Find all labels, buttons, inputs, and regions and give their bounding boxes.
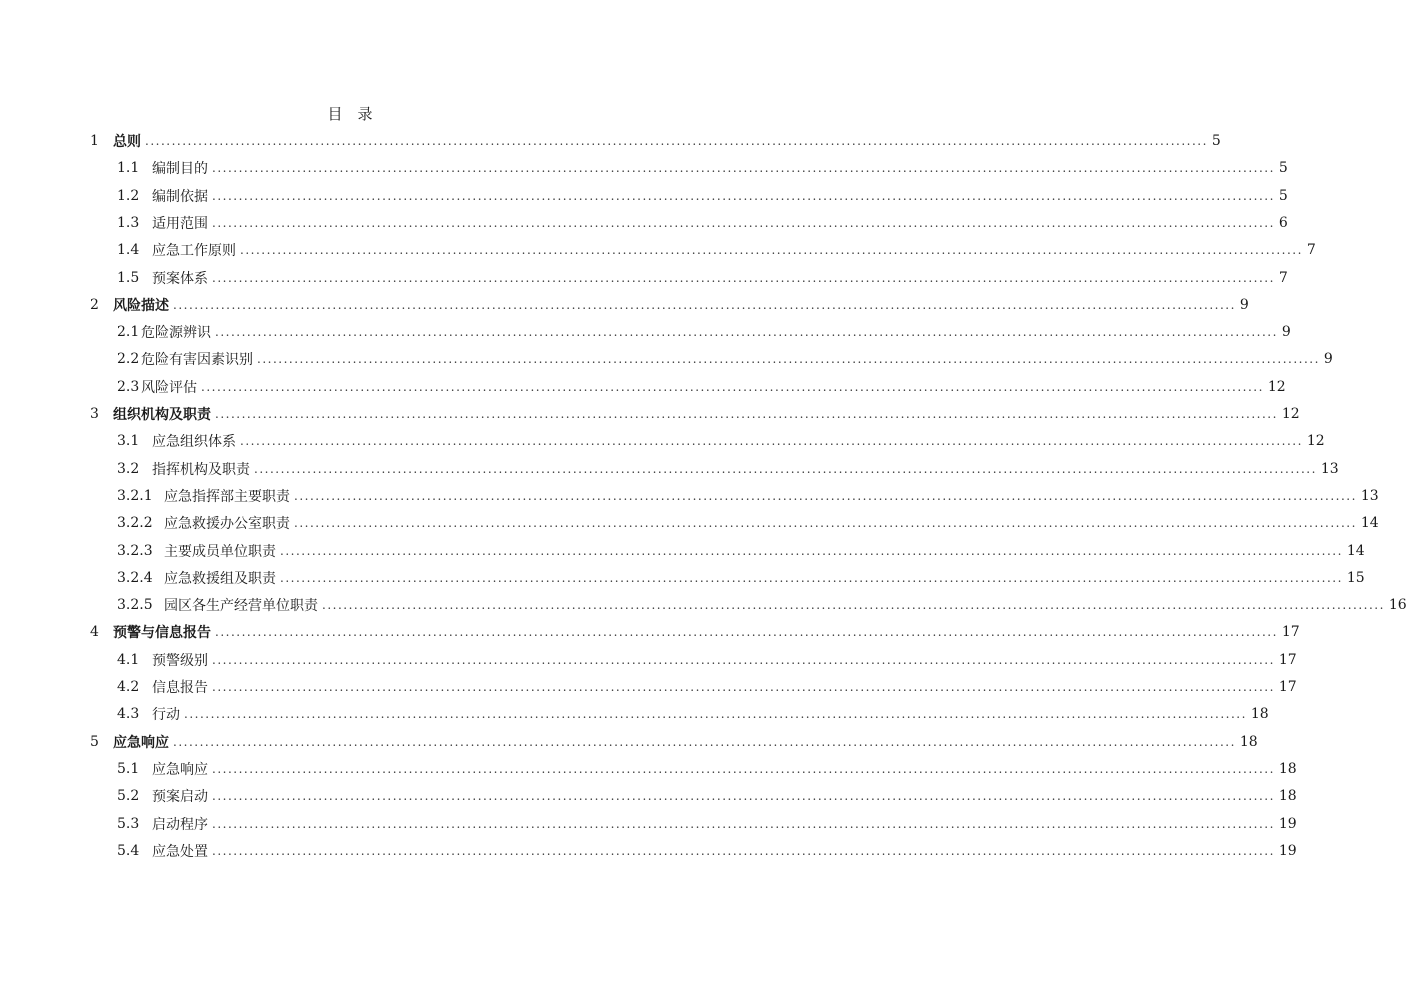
toc-entry-number: 5.4 [117, 842, 140, 859]
toc-dot-leader: ........................................................................................................................................................................................................ [257, 352, 1320, 367]
toc-entry[interactable] [0, 783, 1297, 809]
toc-entry-number: 3.2.4 [117, 569, 153, 586]
toc-entry-number: 4 [90, 624, 99, 641]
toc-entry-number: 5.2 [117, 788, 140, 805]
toc-entry-title: 信息报告 [152, 680, 208, 696]
toc-entry[interactable] [0, 701, 1269, 727]
toc-entry-title: 应急响应 [152, 761, 208, 778]
toc-entry-title: 应急救援办公室职责 [164, 516, 290, 533]
toc-entry-number: 2.1 [117, 324, 140, 341]
toc-dot-leader: ........................................................................................................................................................................................................ [212, 816, 1275, 831]
toc-dot-leader: ........................................................................................................................................................................................................ [280, 570, 1343, 585]
toc-dot-leader: ........................................................................................................................................................................................................ [294, 516, 1357, 531]
toc-entry[interactable] [0, 265, 1288, 291]
toc-entry[interactable] [0, 510, 1379, 536]
toc-dot-leader: ........................................................................................................................................................................................................ [212, 761, 1275, 776]
toc-entry-number: 1.4 [117, 242, 140, 259]
toc-entry-title: 编制依据 [152, 188, 208, 205]
toc-entry-title: 组织机构及职责 [113, 407, 211, 423]
toc-entry[interactable] [0, 346, 1333, 372]
toc-entry-page: 14 [1360, 515, 1379, 532]
toc-entry-number: 2 [90, 296, 99, 313]
toc-entry-page: 17 [1281, 624, 1300, 641]
toc-entry-page: 18 [1239, 733, 1258, 750]
toc-entry-title: 应急工作原则 [152, 243, 236, 260]
toc-entry[interactable] [0, 401, 1300, 427]
toc-entry-title: 应急指挥部主要职责 [164, 488, 290, 505]
toc-entry[interactable] [0, 838, 1297, 864]
toc-entry-page: 6 [1278, 214, 1288, 231]
toc-dot-leader: ........................................................................................................................................................................................................ [280, 543, 1343, 558]
toc-entry-page: 14 [1346, 542, 1365, 559]
toc-entry-title: 危险有害因素识别 [141, 352, 253, 369]
toc-entry-number: 1.5 [117, 269, 140, 286]
toc-entry-number: 3.2 [117, 460, 140, 477]
toc-entry[interactable] [0, 210, 1288, 236]
toc-entry-number: 3.1 [117, 433, 140, 450]
toc-entry[interactable] [0, 729, 1258, 755]
toc-dot-leader: ........................................................................................................................................................................................................ [173, 297, 1236, 312]
toc-entry-title: 应急救援组及职责 [164, 570, 276, 587]
toc-dot-leader: ........................................................................................................................................................................................................ [212, 161, 1275, 176]
toc-dot-leader: ........................................................................................................................................................................................................ [212, 215, 1275, 230]
toc-entry-page: 5 [1278, 187, 1288, 204]
toc-entry-page: 18 [1278, 788, 1297, 805]
toc-entry-title: 总则 [113, 134, 141, 150]
toc-entry-number: 3 [90, 406, 99, 422]
toc-entry-number: 4.1 [117, 651, 140, 668]
toc-entry[interactable] [0, 237, 1316, 263]
toc-entry-page: 12 [1306, 433, 1325, 450]
toc-dot-leader: ........................................................................................................................................................................................................ [322, 598, 1385, 613]
toc-entry-title: 危险源辨识 [141, 325, 211, 342]
toc-entry-page: 5 [1278, 160, 1288, 177]
toc-entry-number: 2.2 [117, 351, 140, 368]
toc-entry-page: 9 [1239, 296, 1249, 313]
toc-entry[interactable] [0, 647, 1297, 673]
toc-entry[interactable] [0, 483, 1379, 509]
toc-entry-number: 3.2.1 [117, 487, 153, 504]
toc-entry-page: 18 [1278, 760, 1297, 777]
toc-entry-number: 3.2.3 [117, 542, 153, 559]
toc-entry-page: 19 [1278, 815, 1297, 832]
toc-entry[interactable] [0, 592, 1407, 618]
toc-entry-title: 园区各生产经营单位职责 [164, 598, 318, 615]
toc-dot-leader: ........................................................................................................................................................................................................ [240, 243, 1303, 258]
toc-entry-number: 1.2 [117, 187, 140, 204]
toc-entry-title: 预案体系 [152, 270, 208, 287]
toc-dot-leader: ........................................................................................................................................................................................................ [212, 789, 1275, 804]
toc-entry-title: 预警级别 [152, 652, 208, 669]
toc-entry-page: 7 [1278, 269, 1288, 286]
toc-entry-page: 17 [1278, 679, 1297, 695]
toc-entry-title: 编制目的 [152, 161, 208, 178]
toc-entry[interactable] [0, 374, 1286, 400]
toc-entry-page: 13 [1320, 460, 1339, 477]
toc-entry-title: 风险描述 [113, 297, 169, 314]
toc-entry-number: 5 [90, 733, 99, 750]
toc-entry-number: 1.3 [117, 214, 140, 231]
toc-entry-page: 9 [1323, 351, 1333, 368]
toc-entry-number: 4.3 [117, 706, 140, 723]
toc-entry-title: 应急处置 [152, 843, 208, 860]
toc-entry-page: 7 [1306, 242, 1316, 259]
toc-entry[interactable] [0, 674, 1297, 700]
toc-dot-leader: ........................................................................................................................................................................................................ [240, 434, 1303, 449]
toc-entry-title: 适用范围 [152, 215, 208, 232]
toc-dot-leader: ........................................................................................................................................................................................................ [212, 652, 1275, 667]
toc-title: 目 录 [327, 105, 373, 123]
toc-dot-leader: ........................................................................................................................................................................................................ [212, 270, 1275, 285]
toc-entry-page: 18 [1250, 706, 1269, 723]
toc-entry[interactable] [0, 428, 1325, 454]
toc-dot-leader: ........................................................................................................................................................................................................ [212, 843, 1275, 858]
toc-entry[interactable] [0, 811, 1297, 837]
toc-entry[interactable] [0, 619, 1300, 645]
toc-entry[interactable] [0, 292, 1249, 318]
toc-entry-number: 1.1 [117, 160, 140, 177]
toc-entry-page: 5 [1211, 133, 1221, 149]
toc-dot-leader: ........................................................................................................................................................................................................ [215, 325, 1278, 340]
toc-entry-title: 指挥机构及职责 [152, 461, 250, 478]
toc-entry[interactable] [0, 538, 1365, 564]
toc-entry[interactable] [0, 183, 1288, 209]
toc-entry-number: 4.2 [117, 679, 140, 695]
toc-entry-number: 3.2.2 [117, 515, 153, 532]
toc-entry-title: 预警与信息报告 [113, 625, 211, 642]
toc-entry-number: 2.3 [117, 378, 140, 395]
toc-dot-leader: ........................................................................................................................................................................................................ [212, 680, 1275, 694]
toc-entry-page: 13 [1360, 487, 1379, 504]
toc-entry-page: 12 [1281, 406, 1300, 422]
toc-entry-number: 5.1 [117, 760, 140, 777]
toc-entry-title: 启动程序 [152, 816, 208, 833]
toc-dot-leader: ........................................................................................................................................................................................................ [212, 188, 1275, 203]
toc-entry[interactable] [0, 456, 1339, 482]
toc-entry-title: 应急响应 [113, 734, 169, 751]
toc-entry[interactable] [0, 128, 1221, 154]
toc-dot-leader: ........................................................................................................................................................................................................ [215, 625, 1278, 640]
toc-entry[interactable] [0, 565, 1365, 591]
toc-entry-title: 主要成员单位职责 [164, 543, 276, 560]
toc-dot-leader: ........................................................................................................................................................................................................ [254, 461, 1317, 476]
toc-entry[interactable] [0, 319, 1291, 345]
toc-entry[interactable] [0, 155, 1288, 181]
toc-dot-leader: ........................................................................................................................................................................................................ [294, 488, 1357, 503]
toc-entry-page: 19 [1278, 842, 1297, 859]
toc-entry-title: 风险评估 [141, 379, 197, 396]
toc-dot-leader: ........................................................................................................................................................................................................ [173, 734, 1236, 749]
toc-entry-number: 1 [90, 133, 99, 149]
toc-entry-page: 12 [1267, 378, 1286, 395]
toc-entry[interactable] [0, 756, 1297, 782]
toc-entry-page: 9 [1281, 324, 1291, 341]
toc-entry-number: 5.3 [117, 815, 140, 832]
toc-entry-title: 预案启动 [152, 789, 208, 806]
toc-dot-leader: ........................................................................................................................................................................................................ [145, 134, 1208, 148]
toc-entry-title: 应急组织体系 [152, 434, 236, 451]
toc-dot-leader: ........................................................................................................................................................................................................ [201, 379, 1264, 394]
toc-entry-page: 17 [1278, 651, 1297, 668]
toc-entry-page: 16 [1388, 597, 1407, 614]
toc-entry-page: 15 [1346, 569, 1365, 586]
toc-dot-leader: ........................................................................................................................................................................................................ [215, 407, 1278, 421]
toc-dot-leader: ........................................................................................................................................................................................................ [184, 707, 1247, 722]
toc-entry-number: 3.2.5 [117, 597, 153, 614]
toc-entry-title: 行动 [152, 707, 180, 724]
